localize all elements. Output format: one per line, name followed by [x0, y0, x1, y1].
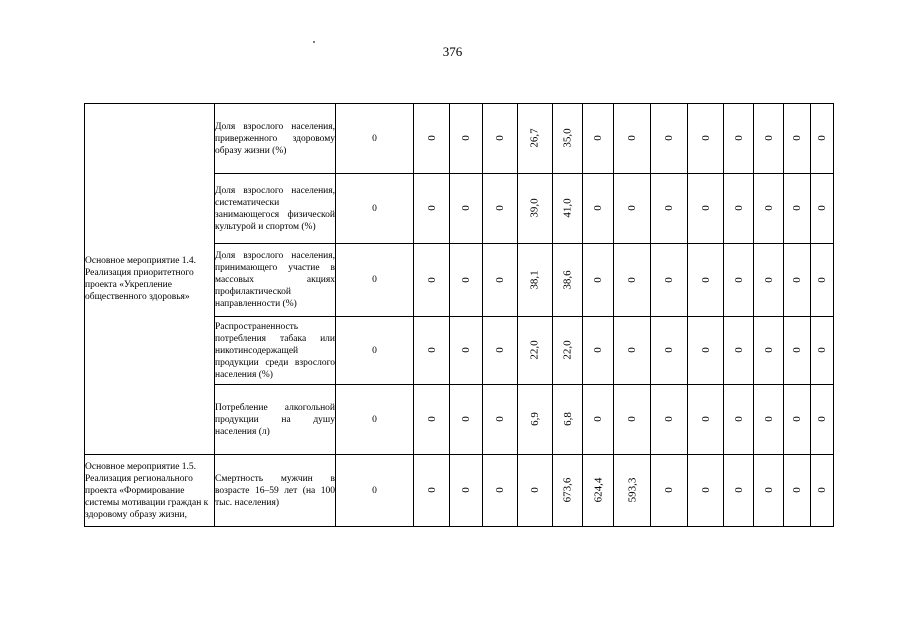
value-text: 0: [791, 135, 803, 141]
value-cell: [483, 104, 518, 174]
value-text: 26,7: [529, 128, 541, 148]
value-cell: [518, 174, 553, 244]
value-cell: [553, 455, 583, 527]
value-cell: [754, 244, 784, 317]
value-cell: [414, 174, 450, 244]
value-text: 0: [626, 276, 638, 283]
value-cell: [754, 455, 784, 527]
indicator-cell: [215, 317, 336, 385]
value-cell: [583, 104, 614, 174]
value-cell: [784, 455, 811, 527]
value-text: 0: [762, 487, 775, 493]
value-cell: [784, 244, 811, 317]
value-text: 0: [791, 416, 803, 422]
value-cell: [336, 455, 414, 527]
value-text: 0: [699, 487, 712, 493]
value-text: 0: [460, 416, 472, 422]
value-cell: [651, 174, 688, 244]
value-cell: [450, 317, 483, 385]
page-number: 376: [442, 44, 463, 59]
value-cell: [414, 104, 450, 174]
indicator-text: Доля взрослого населения, принимающего участие в массовых акциях профилактической направленности (%): [215, 251, 335, 309]
value-text: 0: [425, 276, 438, 283]
value-text: 0: [791, 487, 803, 493]
value-cell: [483, 244, 518, 317]
value-text: 0: [626, 347, 638, 353]
value-cell: [483, 174, 518, 244]
value-text: 0: [762, 135, 775, 141]
value-cell: [450, 104, 483, 174]
value-cell: [688, 317, 724, 385]
value-text: 0: [372, 414, 377, 425]
value-text: 0: [372, 203, 377, 214]
value-cell: [483, 317, 518, 385]
indicator-text: Смертность мужчин в возрасте 16–59 лет (на 100 тыс. населения): [215, 473, 335, 508]
indicator-cell: [215, 104, 336, 174]
value-cell: [518, 385, 553, 455]
value-text: 0: [762, 205, 775, 211]
value-text: 0: [663, 487, 675, 493]
value-cell: [614, 104, 651, 174]
value-cell: [784, 317, 811, 385]
value-cell: [553, 317, 583, 385]
value-text: 0: [460, 205, 472, 211]
value-text: 0: [592, 276, 604, 283]
value-cell: [724, 455, 754, 527]
value-cell: [614, 385, 651, 455]
value-text: 0: [425, 487, 438, 493]
value-cell: [518, 455, 553, 527]
value-text: 0: [762, 347, 775, 353]
value-cell: [688, 455, 724, 527]
value-text: 0: [494, 487, 506, 493]
value-text: 0: [791, 276, 803, 283]
value-cell: [811, 455, 834, 527]
value-text: 0: [699, 416, 712, 422]
value-cell: [754, 385, 784, 455]
value-cell: [583, 174, 614, 244]
indicator-cell: [215, 244, 336, 317]
value-cell: [483, 385, 518, 455]
value-text: 0: [494, 135, 506, 141]
value-cell: [336, 317, 414, 385]
value-text: 0: [816, 135, 828, 141]
indicator-text: Потребление алкогольной продукции на душу населения (л): [215, 402, 335, 437]
value-cell: [614, 174, 651, 244]
value-cell: [811, 317, 834, 385]
value-cell: [553, 385, 583, 455]
measures-table: [84, 103, 834, 527]
value-cell: [784, 385, 811, 455]
value-text: 0: [372, 275, 377, 285]
value-text: 0: [816, 347, 828, 353]
value-text: 0: [460, 347, 472, 353]
value-cell: [724, 174, 754, 244]
activity-cell: [85, 455, 215, 527]
value-cell: [518, 244, 553, 317]
value-cell: [450, 244, 483, 317]
value-text: 0: [372, 485, 377, 496]
value-cell: [688, 104, 724, 174]
activity-text: Основное мероприятие 1.5. Реализация регионального проекта «Формирование системы мотивации граждан к здоровому образу жизни,: [85, 461, 209, 520]
value-cell: [414, 455, 450, 527]
value-text: 0: [372, 133, 377, 144]
value-text: 6,8: [561, 412, 574, 426]
value-cell: [583, 455, 614, 527]
value-cell: [336, 104, 414, 174]
value-cell: [583, 317, 614, 385]
value-text: 0: [816, 205, 828, 211]
value-text: 0: [699, 135, 712, 141]
value-text: 593,3: [626, 477, 638, 503]
value-text: 0: [529, 487, 541, 493]
value-text: 0: [663, 416, 675, 422]
value-text: 0: [425, 205, 438, 211]
value-cell: [754, 104, 784, 174]
value-cell: [688, 385, 724, 455]
value-cell: [414, 244, 450, 317]
value-text: 0: [372, 345, 377, 356]
value-text: 0: [816, 416, 828, 422]
value-text: 0: [460, 487, 472, 493]
value-text: 0: [762, 276, 775, 283]
value-cell: [784, 104, 811, 174]
value-cell: [583, 244, 614, 317]
value-text: 0: [663, 205, 675, 211]
value-text: 0: [460, 276, 472, 283]
value-text: 38,1: [529, 269, 541, 290]
value-text: 0: [732, 347, 745, 353]
scan-speck: [313, 41, 315, 43]
value-cell: [414, 385, 450, 455]
value-text: 6,9: [529, 412, 541, 426]
value-cell: [651, 104, 688, 174]
activity-cell: [85, 104, 215, 455]
table-row: [85, 104, 834, 174]
indicator-cell: [215, 385, 336, 455]
value-cell: [784, 174, 811, 244]
value-cell: [811, 244, 834, 317]
value-cell: [724, 317, 754, 385]
value-cell: [583, 385, 614, 455]
indicator-text: Распространенность потребления табака или никотинсодержащей продукции среди взрослого населения (%): [215, 321, 335, 380]
value-text: 0: [494, 205, 506, 211]
value-cell: [811, 104, 834, 174]
value-cell: [450, 385, 483, 455]
value-text: 0: [732, 487, 745, 493]
value-cell: [553, 104, 583, 174]
value-cell: [450, 455, 483, 527]
value-cell: [724, 385, 754, 455]
indicator-text: Доля взрослого населения, приверженного здоровому образу жизни (%): [215, 121, 335, 156]
value-cell: [483, 455, 518, 527]
value-text: 0: [732, 416, 745, 422]
value-cell: [614, 317, 651, 385]
table-row: [85, 455, 834, 527]
value-cell: [336, 174, 414, 244]
value-text: 0: [791, 205, 803, 211]
value-cell: [651, 317, 688, 385]
indicator-cell: [215, 174, 336, 244]
indicator-text: Доля взрослого населения, систематически занимающегося физической культурой и спортом (%): [215, 185, 335, 232]
value-cell: [518, 104, 553, 174]
value-text: 0: [816, 276, 828, 283]
value-text: 22,0: [529, 340, 541, 360]
value-text: 0: [762, 416, 775, 422]
value-text: 0: [494, 276, 506, 283]
value-cell: [450, 174, 483, 244]
value-cell: [414, 317, 450, 385]
value-cell: [688, 174, 724, 244]
value-text: 0: [494, 416, 506, 422]
value-cell: [336, 244, 414, 317]
value-text: 0: [732, 135, 745, 141]
value-text: 0: [732, 276, 745, 283]
value-cell: [724, 104, 754, 174]
value-cell: [754, 317, 784, 385]
value-text: 0: [663, 276, 675, 283]
value-text: 0: [425, 416, 438, 422]
value-text: 0: [592, 135, 604, 141]
value-text: 0: [460, 135, 472, 141]
value-text: 0: [592, 205, 604, 211]
value-text: 0: [626, 135, 638, 141]
value-text: 41,0: [561, 198, 574, 218]
value-text: 624,4: [592, 477, 604, 503]
value-text: 0: [592, 347, 604, 353]
value-text: 38,6: [561, 269, 574, 290]
value-text: 0: [791, 347, 803, 353]
value-text: 0: [592, 416, 604, 422]
value-text: 0: [699, 276, 712, 283]
value-text: 0: [425, 347, 438, 353]
value-text: 0: [626, 416, 638, 422]
value-cell: [811, 385, 834, 455]
value-cell: [553, 174, 583, 244]
value-text: 0: [663, 135, 675, 141]
value-text: 22,0: [561, 340, 574, 360]
value-text: 0: [699, 347, 712, 353]
value-text: 673,6: [561, 477, 574, 503]
value-text: 35,0: [561, 128, 574, 148]
value-text: 0: [699, 205, 712, 211]
value-text: 0: [732, 205, 745, 211]
value-text: 0: [494, 347, 506, 353]
value-cell: [518, 317, 553, 385]
value-text: 39,0: [529, 198, 541, 218]
value-cell: [651, 385, 688, 455]
value-cell: [614, 244, 651, 317]
value-cell: [553, 244, 583, 317]
value-text: 0: [816, 487, 828, 493]
value-cell: [614, 455, 651, 527]
activity-text: Основное мероприятие 1.4. Реализация приоритетного проекта «Укрепление общественного здоровья»: [85, 256, 197, 302]
value-text: 0: [663, 347, 675, 353]
value-cell: [811, 174, 834, 244]
value-text: 0: [626, 205, 638, 211]
value-cell: [651, 244, 688, 317]
indicator-cell: [215, 455, 336, 527]
value-cell: [724, 244, 754, 317]
value-cell: [688, 244, 724, 317]
value-cell: [336, 385, 414, 455]
value-cell: [651, 455, 688, 527]
value-cell: [754, 174, 784, 244]
value-text: 0: [425, 135, 438, 141]
